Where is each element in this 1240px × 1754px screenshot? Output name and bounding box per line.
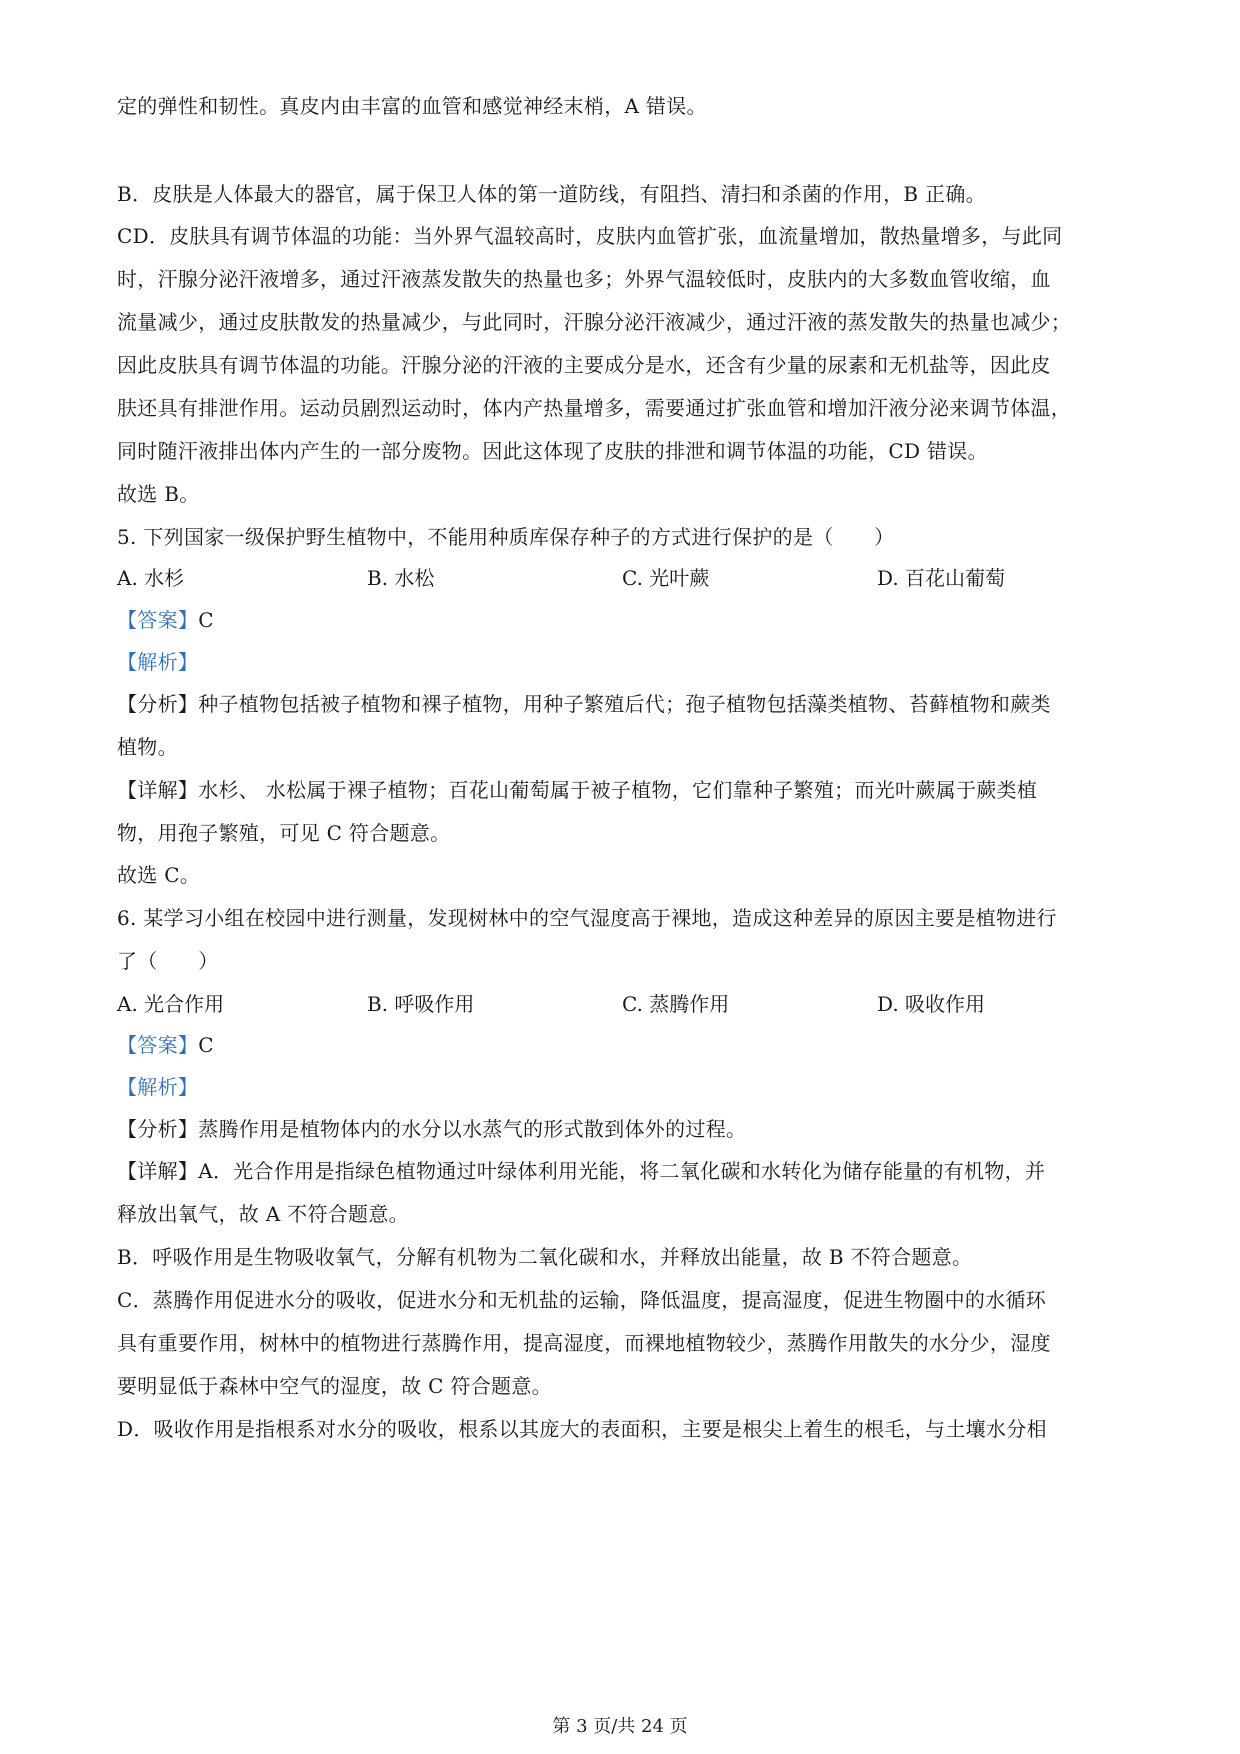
q6-xiangjie-line: C．蒸腾作用促进水分的吸收，促进水分和无机盐的运输，降低温度，提高湿度，促进生物圈中的水循环 bbox=[117, 1288, 1047, 1312]
q6-option-c: C. 蒸腾作用 bbox=[622, 992, 730, 1016]
q5-option-b: B. 水松 bbox=[367, 566, 435, 590]
xiangjie-text: 水杉、 水松属于裸子植物；百花山葡萄属于被子植物，它们靠种子繁殖；而光叶蕨属于蕨类植 bbox=[198, 778, 1038, 802]
page-number-footer: 第 3 页/共 24 页 bbox=[552, 1716, 688, 1737]
fenxi-tag: 【分析】 bbox=[117, 692, 199, 716]
text-line: B．皮肤是人体最大的器官，属于保卫人体的第一道防线，有阻挡、清扫和杀菌的作用，B 正确。 bbox=[117, 182, 986, 206]
q6-option-d: D. 吸收作用 bbox=[877, 992, 986, 1016]
conclusion-line: 故选 B。 bbox=[117, 482, 200, 506]
analysis-tag: 【解析】 bbox=[117, 650, 199, 674]
question-6-stem: 6. 某学习小组在校园中进行测量，发现树林中的空气湿度高于裸地，造成这种差异的原因主要是植物进行 bbox=[117, 906, 1057, 930]
fenxi-tag: 【分析】 bbox=[117, 1117, 199, 1141]
q5-analysis-heading bbox=[117, 648, 1137, 676]
text-line: 同时随汗液排出体内产生的一部分废物。因此这体现了皮肤的排泄和调节体温的功能，CD 错误。 bbox=[117, 439, 988, 463]
q5-fenxi-line bbox=[117, 690, 1137, 718]
fenxi-text: 蒸腾作用是植物体内的水分以水蒸气的形式散到体外的过程。 bbox=[198, 1117, 747, 1141]
answer-tag: 【答案】 bbox=[117, 608, 199, 632]
question-6-stem: 了（ ） bbox=[117, 949, 219, 973]
q6-answer bbox=[117, 1031, 1137, 1059]
q6-option-a: A. 光合作用 bbox=[117, 992, 225, 1016]
xiangjie-tag: 【详解】 bbox=[117, 1159, 199, 1183]
answer-value: C bbox=[198, 1033, 214, 1057]
answer-tag: 【答案】 bbox=[117, 1033, 199, 1057]
q5-fenxi-line: 植物。 bbox=[117, 735, 178, 759]
q6-option-b: B. 呼吸作用 bbox=[367, 992, 475, 1016]
q6-xiangjie-line: 要明显低于森林中空气的湿度，故 C 符合题意。 bbox=[117, 1374, 552, 1398]
q6-xiangjie-line: 具有重要作用，树林中的植物进行蒸腾作用，提高湿度，而裸地植物较少，蒸腾作用散失的水分少，湿度 bbox=[117, 1331, 1051, 1355]
q6-xiangjie-line: D．吸收作用是指根系对水分的吸收，根系以其庞大的表面积，主要是根尖上着生的根毛，与土壤水分相 bbox=[117, 1417, 1047, 1441]
q6-xiangjie-line: 释放出氧气，故 A 不符合题意。 bbox=[117, 1202, 409, 1226]
analysis-tag: 【解析】 bbox=[117, 1075, 199, 1099]
q5-option-d: D. 百花山葡萄 bbox=[877, 566, 1006, 590]
text-line: 定的弹性和韧性。真皮内由丰富的血管和感觉神经末梢，A 错误。 bbox=[117, 94, 707, 118]
text-line: 因此皮肤具有调节体温的功能。汗腺分泌的汗液的主要成分是水，还含有少量的尿素和无机盐等，因此皮 bbox=[117, 353, 1051, 377]
xiangjie-tag: 【详解】 bbox=[117, 778, 199, 802]
q5-option-a: A. 水杉 bbox=[117, 566, 185, 590]
q5-conclusion: 故选 C。 bbox=[117, 863, 201, 887]
q6-analysis-heading bbox=[117, 1073, 1137, 1101]
text-line: CD．皮肤具有调节体温的功能：当外界气温较高时，皮肤内血管扩张，血流量增加，散热量增多，与此同 bbox=[117, 224, 1063, 248]
text-line: 肤还具有排泄作用。运动员剧烈运动时，体内产热量增多，需要通过扩张血管和增加汗液分泌来调节体温， bbox=[117, 396, 1072, 420]
q6-xiangjie-line bbox=[117, 1157, 1137, 1185]
question-5-stem: 5. 下列国家一级保护野生植物中，不能用种质库保存种子的方式进行保护的是（ ） bbox=[117, 525, 895, 549]
q5-answer bbox=[117, 606, 1137, 634]
xiangjie-text: A．光合作用是指绿色植物通过叶绿体利用光能，将二氧化碳和水转化为储存能量的有机物，并 bbox=[198, 1159, 1046, 1183]
q5-xiangjie-line bbox=[117, 776, 1137, 804]
q6-fenxi-line bbox=[117, 1115, 1137, 1143]
text-line: 时，汗腺分泌汗液增多，通过汗液蒸发散失的热量也多；外界气温较低时，皮肤内的大多数血管收缩，血 bbox=[117, 267, 1051, 291]
text-line: 流量减少，通过皮肤散发的热量减少，与此同时，汗腺分泌汗液减少，通过汗液的蒸发散失的热量也减少； bbox=[117, 310, 1072, 334]
fenxi-text: 种子植物包括被子植物和裸子植物，用种子繁殖后代；孢子植物包括藻类植物、苔藓植物和蕨类 bbox=[198, 692, 1051, 716]
q6-xiangjie-line: B．呼吸作用是生物吸收氧气，分解有机物为二氧化碳和水，并释放出能量，故 B 不符合题意。 bbox=[117, 1245, 973, 1269]
q5-xiangjie-line: 物，用孢子繁殖，可见 C 符合题意。 bbox=[117, 821, 451, 845]
answer-value: C bbox=[198, 608, 214, 632]
q5-option-c: C. 光叶蕨 bbox=[622, 566, 710, 590]
